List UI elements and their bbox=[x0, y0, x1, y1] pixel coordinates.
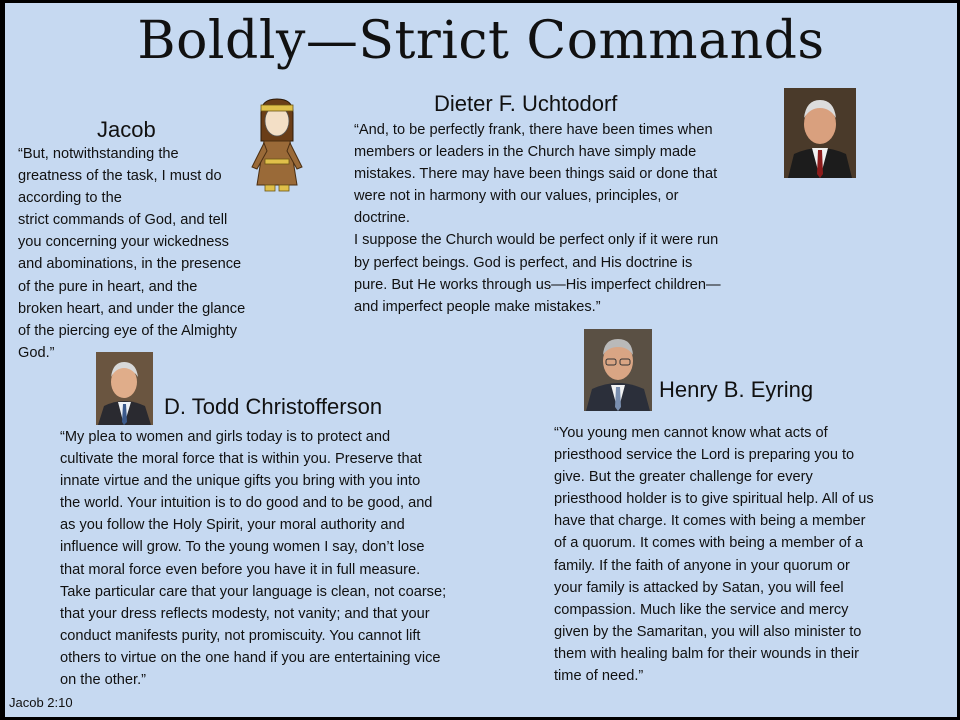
quote-line: give. But the greater challenge for every bbox=[554, 469, 813, 486]
quote-line: family. If the faith of anyone in your quorum or bbox=[554, 557, 850, 574]
quote-line: of a quorum. It comes with being a member of a bbox=[554, 535, 864, 552]
quote-line: mistakes. There may have been things said or done that bbox=[354, 166, 718, 183]
quote-line: according to the bbox=[18, 190, 122, 207]
uchtdorf-name: Dieter F. Uchtodorf bbox=[434, 91, 618, 116]
quote-line: strict commands of God, and tell bbox=[18, 212, 228, 229]
quote-line: I suppose the Church would be perfect only if it were run bbox=[354, 232, 719, 249]
quote-line: “And, to be perfectly frank, there have been times when bbox=[354, 122, 713, 138]
quote-line: that moral force even before you have it in full measure. bbox=[60, 561, 421, 578]
quote-line: them with healing balm for their wounds in their bbox=[554, 645, 860, 662]
quote-line: and imperfect people make mistakes.” bbox=[354, 298, 601, 315]
quote-line: “You young men cannot know what acts of bbox=[554, 425, 828, 441]
quote-line: given by the Samaritan, you will also minister to bbox=[554, 623, 862, 640]
quote-line: “My plea to women and girls today is to protect and bbox=[60, 429, 391, 445]
quote-line: the world. Your intuition is to do good and to be good, and bbox=[60, 495, 433, 512]
quote-line: of the piercing eye of the Almighty bbox=[18, 322, 238, 339]
eyring-name: Henry B. Eyring bbox=[659, 377, 814, 402]
quote-line: and abominations, in the presence bbox=[18, 256, 242, 273]
quote-line: “But, notwithstanding the bbox=[18, 146, 179, 162]
quote-line: cultivate the moral force that is within you. Preserve that bbox=[60, 451, 422, 468]
quote-line: that your dress reflects modesty, not vanity; and that your bbox=[60, 605, 430, 622]
christofferson-name: D. Todd Christofferson bbox=[164, 394, 383, 419]
quote-line: by perfect beings. God is perfect, and His doctrine is bbox=[354, 254, 693, 271]
uchtdorf-quote bbox=[354, 119, 794, 318]
quote-line: on the other.” bbox=[60, 672, 147, 689]
uchtdorf-portrait-image bbox=[784, 88, 856, 178]
quote-line: your family is attacked by Satan, you will feel bbox=[554, 579, 844, 596]
quote-line: were not in harmony with our values, principles, or bbox=[354, 188, 679, 205]
quote-line: innate virtue and the unique gifts you bring with you into bbox=[60, 473, 421, 490]
quote-line: influence will grow. To the young women I say, don’t lose bbox=[60, 539, 425, 556]
eyring-quote bbox=[554, 422, 944, 687]
quote-line: of the pure in heart, and the bbox=[18, 278, 198, 295]
quote-line: priesthood holder is to give spiritual help. All of us bbox=[554, 491, 874, 508]
jacob-name: Jacob bbox=[97, 117, 156, 142]
quote-line: Take particular care that your language is clean, not coarse; bbox=[60, 583, 447, 600]
quote-line: doctrine. bbox=[354, 210, 410, 227]
slide-title: Boldly—Strict Commands bbox=[137, 11, 825, 71]
quote-line: as you follow the Holy Spirit, your moral authority and bbox=[60, 517, 405, 534]
quote-line: others to virtue on the one hand if you are entertaining vice bbox=[60, 649, 441, 666]
quote-line: members or leaders in the Church have simply made bbox=[354, 144, 697, 161]
eyring-portrait-image bbox=[584, 329, 652, 411]
scripture-reference: Jacob 2:10 bbox=[9, 695, 73, 710]
quote-line: you concerning your wickedness bbox=[18, 234, 229, 251]
quote-line: compassion. Much like the service and mercy bbox=[554, 601, 849, 618]
christofferson-portrait-image bbox=[96, 352, 153, 425]
jacob-quote bbox=[18, 143, 308, 364]
quote-line: conduct manifests purity, not promiscuity. You cannot lift bbox=[60, 627, 421, 644]
christofferson-quote bbox=[60, 426, 525, 691]
quote-line: time of need.” bbox=[554, 668, 644, 685]
quote-line: greatness of the task, I must do bbox=[18, 168, 222, 185]
quote-line: broken heart, and under the glance bbox=[18, 300, 246, 317]
quote-line: priesthood service the Lord is preparing you to bbox=[554, 447, 855, 464]
quote-line: have that charge. It comes with being a member bbox=[554, 513, 866, 530]
quote-line: pure. But He works through us—His imperfect children— bbox=[354, 276, 721, 293]
slide bbox=[5, 3, 957, 717]
quote-line: God.” bbox=[18, 344, 55, 361]
